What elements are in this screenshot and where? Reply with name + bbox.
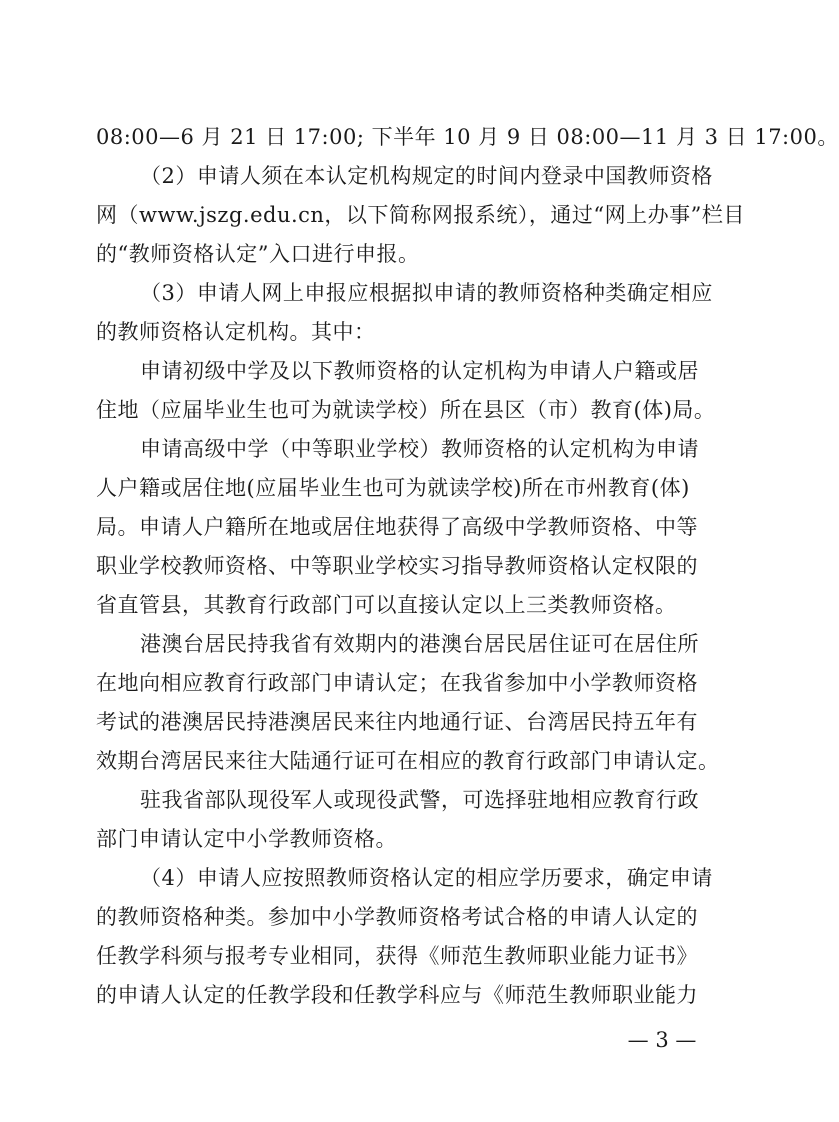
paragraph-4-start: （4）申请人应按照教师资格认定的相应学历要求，确定申请 (140, 866, 713, 890)
text-line: 08:00—6 月 21 日 17:00; 下半年 10 月 9 日 08:00—11 月 3 日 17:00。 (96, 125, 839, 149)
paragraph-start: 驻我省部队现役军人或现役武警，可选择驻地相应教育行政 (140, 788, 699, 812)
text-line: 局。申请人户籍所在地或居住地获得了高级中学教师资格、中等 (96, 515, 698, 539)
paragraph-2-start: （2）申请人须在本认定机构规定的时间内登录中国教师资格 (140, 164, 713, 188)
paragraph-start: 申请初级中学及以下教师资格的认定机构为申请人户籍或居 (140, 359, 699, 383)
text-line: 职业学校教师资格、中等职业学校实习指导教师资格认定权限的 (96, 554, 698, 578)
text-line: 人户籍或居住地(应届毕业生也可为就读学校)所在市州教育(体) (96, 476, 690, 500)
text-line: 考试的港澳居民持港澳居民来往内地通行证、台湾居民持五年有 (96, 710, 698, 734)
text-line: 的“教师资格认定”入口进行申报。 (96, 242, 420, 266)
text-line: 的申请人认定的任教学段和任教学科应与《师范生教师职业能力 (96, 983, 698, 1007)
text-line: 部门申请认定中小学教师资格。 (96, 827, 397, 851)
paragraph-3-start: （3）申请人网上申报应根据拟申请的教师资格种类确定相应 (140, 281, 713, 305)
text-line: 网（www.jszg.edu.cn，以下简称网报系统），通过“网上办事”栏目 (96, 203, 745, 227)
text-line: 住地（应届毕业生也可为就读学校）所在县区（市）教育(体)局。 (96, 398, 716, 422)
page-number: — 3 — (627, 1028, 697, 1052)
text-line: 省直管县，其教育行政部门可以直接认定以上三类教师资格。 (96, 593, 677, 617)
text-line: 在地向相应教育行政部门申请认定；在我省参加中小学教师资格 (96, 671, 698, 695)
text-line: 的教师资格认定机构。其中： (96, 320, 376, 344)
text-line: 效期台湾居民来往大陆通行证可在相应的教育行政部门申请认定。 (96, 749, 720, 773)
text-line: 任教学科须与报考专业相同，获得《师范生教师职业能力证书》 (96, 944, 698, 968)
text-line: 的教师资格种类。参加中小学教师资格考试合格的申请人认定的 (96, 905, 698, 929)
paragraph-start: 港澳台居民持我省有效期内的港澳台居民居住证可在居住所 (140, 632, 699, 656)
paragraph-start: 申请高级中学（中等职业学校）教师资格的认定机构为申请 (140, 437, 699, 461)
